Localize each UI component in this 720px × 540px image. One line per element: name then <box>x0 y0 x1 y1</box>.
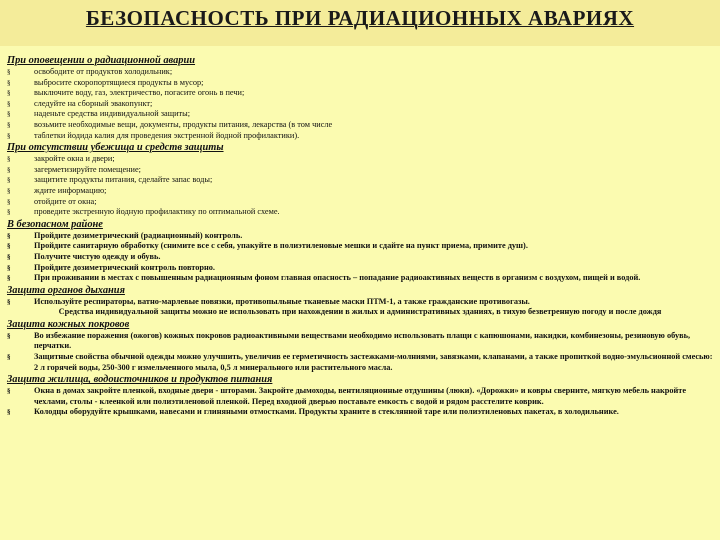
list-item: § Пройдите санитарную обработку (снимите все с себя, упакуйте в полиэтиленовые мешки и сдайте на пункт приема, примите душ). <box>7 241 528 251</box>
list-item: § выбросите скоропортящиеся продукты в мусор; <box>7 77 204 87</box>
list-item: § Используйте респираторы, ватно-марлевые повязки, противопыльные тканевые маски ПТМ-1, а также гражданские противогазы. <box>7 296 530 306</box>
bullet-icon: § <box>7 408 11 417</box>
section-heading-respiratory: Защита органов дыхания <box>7 284 125 296</box>
bullet-icon: § <box>7 120 11 129</box>
list-item: § Получите чистую одежду и обувь. <box>7 251 161 261</box>
bullet-icon: § <box>7 155 11 164</box>
list-item: § загерметизируйте помещение; <box>7 164 141 174</box>
respiratory-note: Средства индивидуальной защиты можно не использовать при нахождении в жилых и административных зданиях, в тихую безветренную погоду и после дождя <box>58 307 662 317</box>
bullet-icon: § <box>7 176 11 185</box>
bullet-icon: § <box>7 274 11 283</box>
page-title: БЕЗОПАСНОСТЬ ПРИ РАДИАЦИОННЫХ АВАРИЯХ <box>85 6 635 30</box>
bullet-icon: § <box>7 68 11 76</box>
list-item: § Окна в домах закройте пленкой, входные двери - шторами. Закройте дымоходы, вентиляционные отдушины (люки). «Дорожки» и ковры сверните, мягкую мебель накройте чехлами, столы - клеенкой или полиэтиленовой пленкой. Перед входной дверью поставьте емкость с водой и рядом расстелите коврик. <box>7 386 687 406</box>
list-item: § проведите экстренную йодную профилактику по оптимальной схеме. <box>7 207 280 217</box>
list-home <box>7 386 713 418</box>
list-item: § наденьте средства индивидуальной защиты; <box>7 109 191 119</box>
bullet-icon: § <box>7 99 11 108</box>
list-safe-area <box>7 231 713 284</box>
list-item: § выключите воду, газ, электричество, погасите огонь в печи; <box>7 88 245 98</box>
list-item: § освободите от продуктов холодильник; <box>7 67 173 76</box>
bullet-icon: § <box>7 297 11 306</box>
list-item: § таблетки йодида калия для проведения экстренной йодной профилактики). <box>7 130 300 140</box>
list-item: § При проживании в местах с повышенным радиационным фоном главная опасность – попадание радиоактивных веществ в организм с воздухом, пищей и водой. <box>7 273 641 283</box>
bullet-icon: § <box>7 78 11 87</box>
bullet-icon: § <box>7 208 11 217</box>
list-skin <box>7 331 713 373</box>
bullet-icon: § <box>7 242 11 251</box>
bullet-icon: § <box>7 110 11 119</box>
section-heading-safe-area: В безопасном районе <box>7 218 103 230</box>
bullet-icon: § <box>7 231 11 240</box>
bullet-icon: § <box>7 252 11 261</box>
bullet-icon: § <box>7 197 11 206</box>
document-body <box>7 54 713 418</box>
bullet-icon: § <box>7 353 11 362</box>
list-item: § отойдите от окна; <box>7 196 97 206</box>
list-item: § следуйте на сборный эвакопункт; <box>7 98 153 108</box>
bullet-icon: § <box>7 131 11 140</box>
bullet-icon: § <box>7 89 11 98</box>
section-heading-skin: Защита кожных покровов <box>7 318 130 330</box>
bullet-icon: § <box>7 387 11 396</box>
list-alert <box>7 67 713 141</box>
list-item: § Колодцы оборудуйте крышками, навесами и глиняными отмостками. Продукты храните в стеклянной таре или полиэтиленовых пакетах, в холодильнике. <box>7 407 619 417</box>
bullet-icon: § <box>7 331 11 340</box>
list-item: § Пройдите дозиметрический контроль повторно. <box>7 262 216 272</box>
list-no-shelter <box>7 154 713 218</box>
list-item: § защитите продукты питания, сделайте запас воды; <box>7 175 213 185</box>
section-heading-no-shelter: При отсутствии убежища и средств защиты <box>7 142 224 154</box>
bullet-icon: § <box>7 263 11 272</box>
list-item: § Защитные свойства обычной одежды можно улучшить, увеличив ее герметичность застежками-молниями, завязками, клапанами, а также пропиткой водно-эмульсионной смесью: 2 л горячей воды, 250-300 г измельченного мыла, 0,5 л минерального или растительного масла. <box>7 352 713 372</box>
list-item: § Во избежание поражения (ожогов) кожных покровов радиоактивными веществами необходимо использовать плащи с капюшонами, накидки, комбинезоны, резиновую обувь, перчатки. <box>7 330 691 351</box>
bullet-icon: § <box>7 165 11 174</box>
list-item: § возьмите необходимые вещи, документы, продукты питания, лекарства (в том числе <box>7 119 333 129</box>
section-heading-alert: При оповещении о радиационной аварии <box>7 55 196 66</box>
list-item: § закройте окна и двери; <box>7 154 115 164</box>
list-respiratory <box>7 297 713 308</box>
list-item: § Пройдите дозиметрический (радиационный) контроль. <box>7 230 243 240</box>
list-item: § ждите информацию; <box>7 185 107 195</box>
bullet-icon: § <box>7 186 11 195</box>
section-heading-home: Защита жилища, водоисточников и продуктов питания <box>7 374 273 386</box>
